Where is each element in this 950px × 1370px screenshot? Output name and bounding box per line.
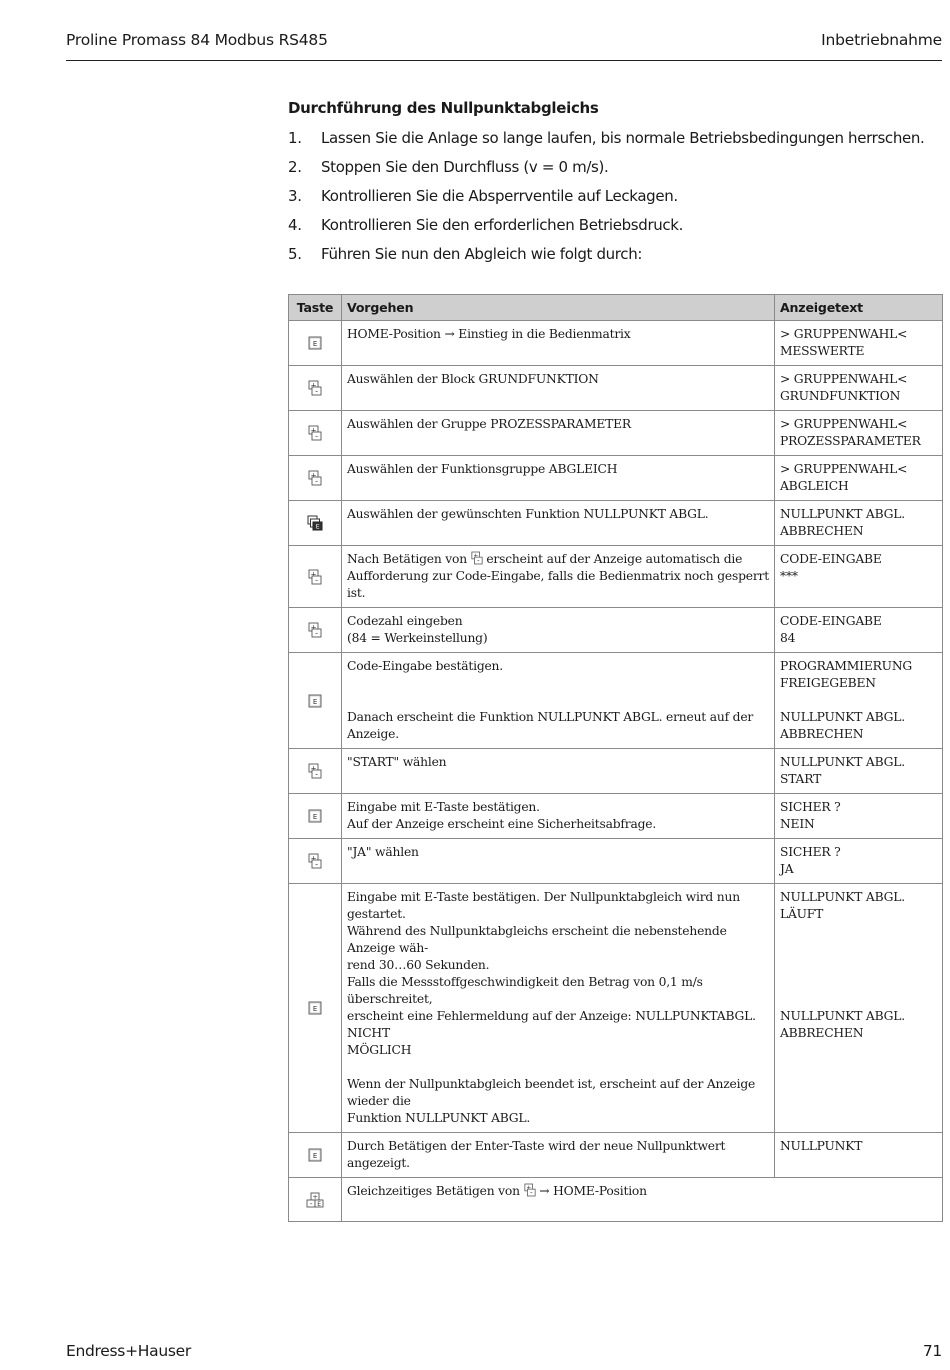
display-text: LÄUFT <box>780 907 824 921</box>
step-number: 5. <box>288 245 302 263</box>
section-title: Durchführung des Nullpunktabgleichs <box>288 99 599 117</box>
table-row <box>289 411 943 456</box>
procedure-text: Danach erscheint die Funktion NULLPUNKT ABGL. erneut auf der Anzeige. <box>347 710 754 741</box>
enter-key-icon <box>308 809 322 823</box>
procedure-cell <box>342 456 775 501</box>
plus-minus-key-icon <box>524 1183 536 1197</box>
running-header-section: Inbetriebnahme <box>821 31 942 49</box>
display-text: NULLPUNKT ABGL. <box>780 710 905 724</box>
table-row <box>289 749 943 794</box>
procedure-cell <box>342 546 775 608</box>
procedure-text: Eingabe mit E-Taste bestätigen. <box>347 800 540 814</box>
procedure-text: Auf der Anzeige erscheint eine Sicherheitsabfrage. <box>347 817 657 831</box>
step-text: Lassen Sie die Anlage so lange laufen, bis normale Betriebsbedingungen herrschen. <box>321 129 925 147</box>
procedure-text: Wenn der Nullpunktabgleich beendet ist, erscheint auf der Anzeige wieder die <box>347 1077 756 1108</box>
display-cell <box>775 546 943 608</box>
key-cell <box>289 794 342 839</box>
key-cell <box>289 321 342 366</box>
plus-minus-key-icon <box>308 569 322 585</box>
procedure-text: Auswählen der Block GRUNDFUNKTION <box>347 372 599 386</box>
display-cell <box>775 501 943 546</box>
display-text: NULLPUNKT <box>780 1139 863 1153</box>
procedure-text: Falls die Messstoffgeschwindigkeit den Betrag von 0,1 m/s überschreitet, <box>347 975 703 1006</box>
procedure-text: Code-Eingabe bestätigen. <box>347 659 503 673</box>
display-cell <box>775 884 943 1133</box>
display-text: FREIGEGEBEN <box>780 676 876 690</box>
display-text: GRUNDFUNKTION <box>780 389 901 403</box>
plus-minus-key-icon <box>308 425 322 441</box>
enter-key-icon <box>308 336 322 350</box>
procedure-text: rend 30…60 Sekunden. <box>347 958 490 972</box>
step-text: Kontrollieren Sie den erforderlichen Betriebsdruck. <box>321 216 684 234</box>
procedure-cell <box>342 608 775 653</box>
procedure-text: Funktion NULLPUNKT ABGL. <box>347 1111 531 1125</box>
display-text: CODE-EINGABE <box>780 552 882 566</box>
step-item <box>288 182 924 211</box>
key-cell <box>289 884 342 1133</box>
table-row <box>289 501 943 546</box>
column-header-key: Taste <box>289 295 342 321</box>
display-cell <box>775 653 943 749</box>
plus-minus-key-icon <box>308 853 322 869</box>
key-cell <box>289 1178 342 1222</box>
key-cell <box>289 1133 342 1178</box>
display-cell <box>775 749 943 794</box>
display-cell <box>775 366 943 411</box>
display-text: SICHER ? <box>780 845 841 859</box>
display-cell <box>775 456 943 501</box>
table-row <box>289 839 943 884</box>
display-text: CODE-EINGABE <box>780 614 882 628</box>
display-text: > GRUPPENWAHL< <box>780 327 908 341</box>
procedure-text: Auswählen der Gruppe PROZESSPARAMETER <box>347 417 631 431</box>
column-header-display: Anzeigetext <box>775 295 943 321</box>
table-header-row <box>289 295 943 321</box>
procedure-text: → HOME-Position <box>539 1184 647 1198</box>
key-cell <box>289 608 342 653</box>
step-number: 4. <box>288 216 302 234</box>
key-cell <box>289 546 342 608</box>
key-cell <box>289 501 342 546</box>
procedure-cell <box>342 321 775 366</box>
display-text: ABBRECHEN <box>780 524 864 538</box>
procedure-text: Während des Nullpunktabgleichs erscheint die nebenstehende Anzeige wäh- <box>347 924 727 955</box>
plus-minus-key-icon <box>308 622 322 638</box>
procedure-text: Gleichzeitiges Betätigen von <box>347 1184 520 1198</box>
plus-minus-enter-key-icon <box>307 515 323 531</box>
key-cell <box>289 839 342 884</box>
key-cell <box>289 456 342 501</box>
procedure-text: Eingabe mit E-Taste bestätigen. Der Nullpunktabgleich wird nun gestartet. <box>347 890 740 921</box>
key-cell <box>289 749 342 794</box>
display-cell <box>775 794 943 839</box>
procedure-cell <box>342 1133 775 1178</box>
table-row <box>289 456 943 501</box>
step-list <box>288 124 924 269</box>
enter-key-icon <box>308 694 322 708</box>
enter-key-icon <box>308 1148 322 1162</box>
procedure-text: Durch Betätigen der Enter-Taste wird der neue Nullpunktwert angezeigt. <box>347 1139 726 1170</box>
column-header-procedure: Vorgehen <box>342 295 775 321</box>
procedure-cell <box>342 749 775 794</box>
table-row <box>289 794 943 839</box>
display-text: START <box>780 772 822 786</box>
step-text: Stoppen Sie den Durchfluss (v = 0 m/s). <box>321 158 609 176</box>
procedure-cell <box>342 366 775 411</box>
display-text: ABGLEICH <box>780 479 849 493</box>
display-text: ABBRECHEN <box>780 727 864 741</box>
procedure-cell <box>342 794 775 839</box>
table-row <box>289 321 943 366</box>
procedure-text: HOME-Position → Einstieg in die Bedienmatrix <box>347 327 631 341</box>
step-item <box>288 124 924 153</box>
display-text: PROZESSPARAMETER <box>780 434 921 448</box>
footer-company: Endress+Hauser <box>66 1342 191 1360</box>
display-text: *** <box>780 569 798 583</box>
procedure-text: Nach Betätigen von <box>347 552 467 566</box>
display-text: > GRUPPENWAHL< <box>780 372 908 386</box>
display-text: > GRUPPENWAHL< <box>780 417 908 431</box>
table-row <box>289 653 943 749</box>
display-text: NULLPUNKT ABGL. <box>780 1009 905 1023</box>
display-cell <box>775 608 943 653</box>
procedure-cell <box>342 411 775 456</box>
procedure-cell <box>342 501 775 546</box>
procedure-cell <box>342 1178 943 1222</box>
page-number: 71 <box>922 1342 942 1360</box>
table-row <box>289 546 943 608</box>
procedure-text: Auswählen der Funktionsgruppe ABGLEICH <box>347 462 618 476</box>
display-text: SICHER ? <box>780 800 841 814</box>
procedure-text: MÖGLICH <box>347 1043 412 1057</box>
key-cell <box>289 366 342 411</box>
procedure-cell <box>342 839 775 884</box>
display-text: NEIN <box>780 817 815 831</box>
step-text: Führen Sie nun den Abgleich wie folgt durch: <box>321 245 643 263</box>
display-text: ABBRECHEN <box>780 1026 864 1040</box>
step-number: 1. <box>288 129 302 147</box>
display-cell <box>775 321 943 366</box>
step-number: 3. <box>288 187 302 205</box>
procedure-cell <box>342 653 775 749</box>
procedure-text: Codezahl eingeben <box>347 614 463 628</box>
table-row <box>289 608 943 653</box>
display-text: NULLPUNKT ABGL. <box>780 890 905 904</box>
step-text: Kontrollieren Sie die Absperrventile auf Leckagen. <box>321 187 678 205</box>
step-item <box>288 240 924 269</box>
display-text: MESSWERTE <box>780 344 865 358</box>
procedure-cell <box>342 884 775 1133</box>
step-item <box>288 153 924 182</box>
display-cell <box>775 1133 943 1178</box>
procedure-table <box>288 294 943 1222</box>
step-item <box>288 211 924 240</box>
procedure-text: "JA" wählen <box>347 845 419 859</box>
key-cell <box>289 653 342 749</box>
esc-key-combination-icon <box>306 1192 324 1208</box>
key-cell <box>289 411 342 456</box>
display-text: JA <box>780 862 794 876</box>
table-row <box>289 884 943 1133</box>
step-number: 2. <box>288 158 302 176</box>
table-row <box>289 366 943 411</box>
procedure-text: Auswählen der gewünschten Funktion NULLPUNKT ABGL. <box>347 507 709 521</box>
procedure-text: erscheint auf der Anzeige automatisch die Aufforderung zur Code-Eingabe, falls die Bedienmatrix noch gesperrt ist. <box>347 552 769 600</box>
running-header-title: Proline Promass 84 Modbus RS485 <box>66 31 328 49</box>
procedure-text: (84 = Werkeinstellung) <box>347 631 488 645</box>
enter-key-icon <box>308 1001 322 1015</box>
plus-minus-key-icon <box>308 380 322 396</box>
display-cell <box>775 839 943 884</box>
display-cell <box>775 411 943 456</box>
table-row <box>289 1133 943 1178</box>
display-text: PROGRAMMIERUNG <box>780 659 912 673</box>
display-text: NULLPUNKT ABGL. <box>780 755 905 769</box>
procedure-text: erscheint eine Fehlermeldung auf der Anzeige: NULLPUNKTABGL. NICHT <box>347 1009 756 1040</box>
plus-minus-key-icon <box>471 551 483 565</box>
plus-minus-key-icon <box>308 470 322 486</box>
header-rule <box>66 60 942 61</box>
display-text: NULLPUNKT ABGL. <box>780 507 905 521</box>
display-text: 84 <box>780 631 796 645</box>
display-text: > GRUPPENWAHL< <box>780 462 908 476</box>
table-row <box>289 1178 943 1222</box>
procedure-text: "START" wählen <box>347 755 447 769</box>
plus-minus-key-icon <box>308 763 322 779</box>
